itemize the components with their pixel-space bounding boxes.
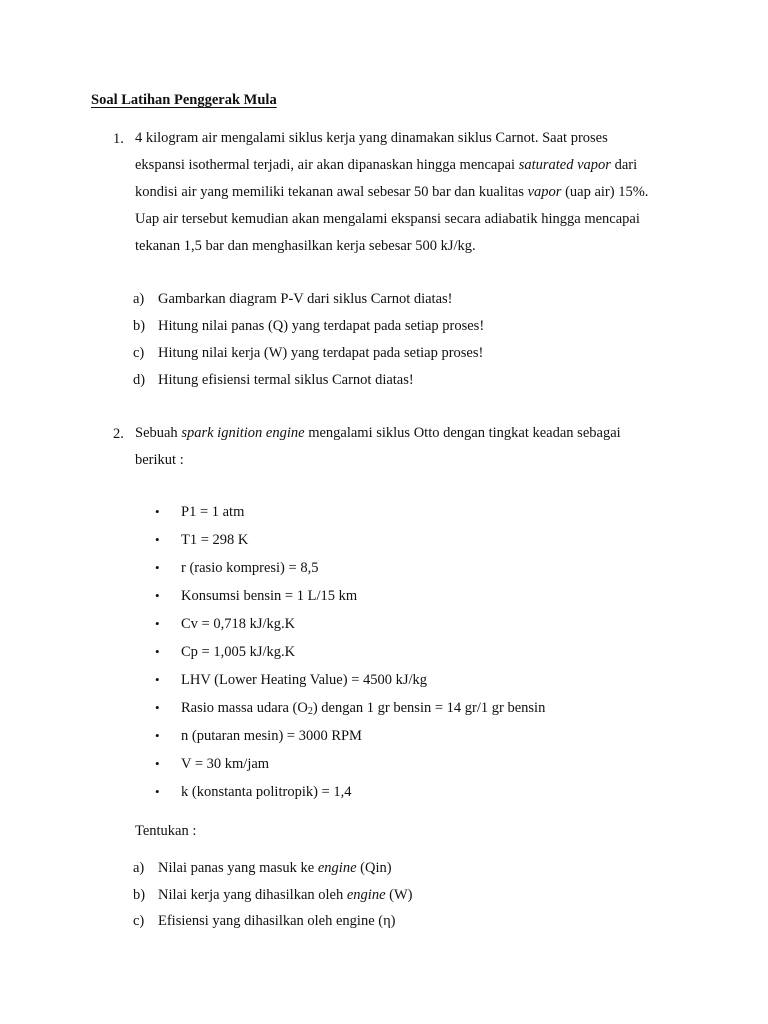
subquestion-text: Efisiensi yang dihasilkan oleh engine (η) <box>158 913 396 929</box>
q2-subquestion <box>133 913 396 930</box>
q1-line: Uap air tersebut kemudian akan mengalami ekspansi secara adiabatik hingga mencapai <box>135 211 640 227</box>
subquestion-text: Gambarkan diagram P-V dari siklus Carnot diatas! <box>158 291 453 307</box>
q1-subquestion <box>133 318 484 335</box>
q1-line: 4 kilogram air mengalami siklus kerja yang dinamakan siklus Carnot. Saat proses <box>135 130 608 146</box>
bullet-icon: • <box>155 728 160 743</box>
parameter-text: Cp = 1,005 kJ/kg.K <box>181 644 296 660</box>
tentukan-label: Tentukan : <box>135 823 197 839</box>
parameter-list-item <box>155 728 545 756</box>
subquestion-text: Nilai panas yang masuk ke engine (Qin) <box>158 860 392 876</box>
q1-line: ekspansi isothermal terjadi, air akan dipanaskan hingga mencapai saturated vapor dari <box>135 157 638 173</box>
bullet-icon: • <box>155 672 160 687</box>
bullet-icon: • <box>155 616 160 631</box>
bullet-icon: • <box>155 784 160 799</box>
parameter-text: T1 = 298 K <box>181 532 249 548</box>
parameter-text: Rasio massa udara $(O_2)$ dengan 1 gr bensin = 14 gr/1 gr bensin <box>181 700 546 717</box>
q1-subquestion <box>133 291 453 308</box>
question-1-number: 1. <box>113 131 124 147</box>
bullet-icon: • <box>155 532 160 547</box>
subquestion-letter: b) <box>133 318 146 334</box>
q2-subquestion <box>133 887 412 904</box>
parameter-text: Konsumsi bensin = 1 L/15 km <box>181 588 358 604</box>
parameter-text: LHV (Lower Heating Value) = 4500 kJ/kg <box>181 672 428 688</box>
subquestion-letter: c) <box>133 345 145 361</box>
subquestion-letter: c) <box>133 913 145 929</box>
q2-subquestion <box>133 860 392 877</box>
parameter-list-item <box>155 504 545 532</box>
subquestion-text: Hitung efisiensi termal siklus Carnot diatas! <box>158 372 414 388</box>
parameter-list-item <box>155 644 545 672</box>
parameter-list-item <box>155 756 545 784</box>
parameter-list-item <box>155 616 545 644</box>
parameter-text: n (putaran mesin) = 3000 RPM <box>181 728 362 744</box>
q2-line: Sebuah spark ignition engine mengalami siklus Otto dengan tingkat keadan sebagai <box>135 425 621 441</box>
parameter-text: Cv = 0,718 kJ/kg.K <box>181 616 296 632</box>
bullet-icon: • <box>155 504 160 519</box>
parameter-text: k (konstanta politropik) = 1,4 <box>181 784 352 800</box>
bullet-icon: • <box>155 560 160 575</box>
subquestion-text: Hitung nilai kerja (W) yang terdapat pada setiap proses! <box>158 345 484 361</box>
subquestion-letter: d) <box>133 372 146 388</box>
subquestion-letter: b) <box>133 887 146 903</box>
subquestion-text: Hitung nilai panas (Q) yang terdapat pada setiap proses! <box>158 318 485 334</box>
q2-line: berikut : <box>135 452 184 468</box>
q1-line: tekanan 1,5 bar dan menghasilkan kerja sebesar 500 kJ/kg. <box>135 238 476 254</box>
parameter-list-item <box>155 532 545 560</box>
subquestion-letter: a) <box>133 860 145 876</box>
question-2-text <box>135 420 695 474</box>
bullet-icon: • <box>155 700 160 715</box>
bullet-icon: • <box>155 588 160 603</box>
subquestion-letter: a) <box>133 291 145 307</box>
parameter-text: P1 = 1 atm <box>181 504 245 520</box>
parameter-list-item <box>155 700 545 728</box>
bullet-icon: • <box>155 756 160 771</box>
question-1-text <box>135 125 695 260</box>
parameter-list-item <box>155 784 545 812</box>
page-title: Soal Latihan Penggerak Mula <box>91 92 277 108</box>
q1-subquestion <box>133 372 414 389</box>
bullet-icon: • <box>155 644 160 659</box>
subquestion-text: Nilai kerja yang dihasilkan oleh engine (W) <box>158 887 413 903</box>
parameter-list-item <box>155 588 545 616</box>
parameter-text: V = 30 km/jam <box>181 756 270 772</box>
parameter-text: r (rasio kompresi) = 8,5 <box>181 560 319 576</box>
question-2-parameter-list <box>155 504 545 812</box>
parameter-list-item <box>155 560 545 588</box>
q1-line: kondisi air yang memiliki tekanan awal sebesar 50 bar dan kualitas vapor (uap air) 15%. <box>135 184 649 200</box>
parameter-list-item <box>155 672 545 700</box>
q1-subquestion <box>133 345 483 362</box>
question-2-number: 2. <box>113 426 124 442</box>
